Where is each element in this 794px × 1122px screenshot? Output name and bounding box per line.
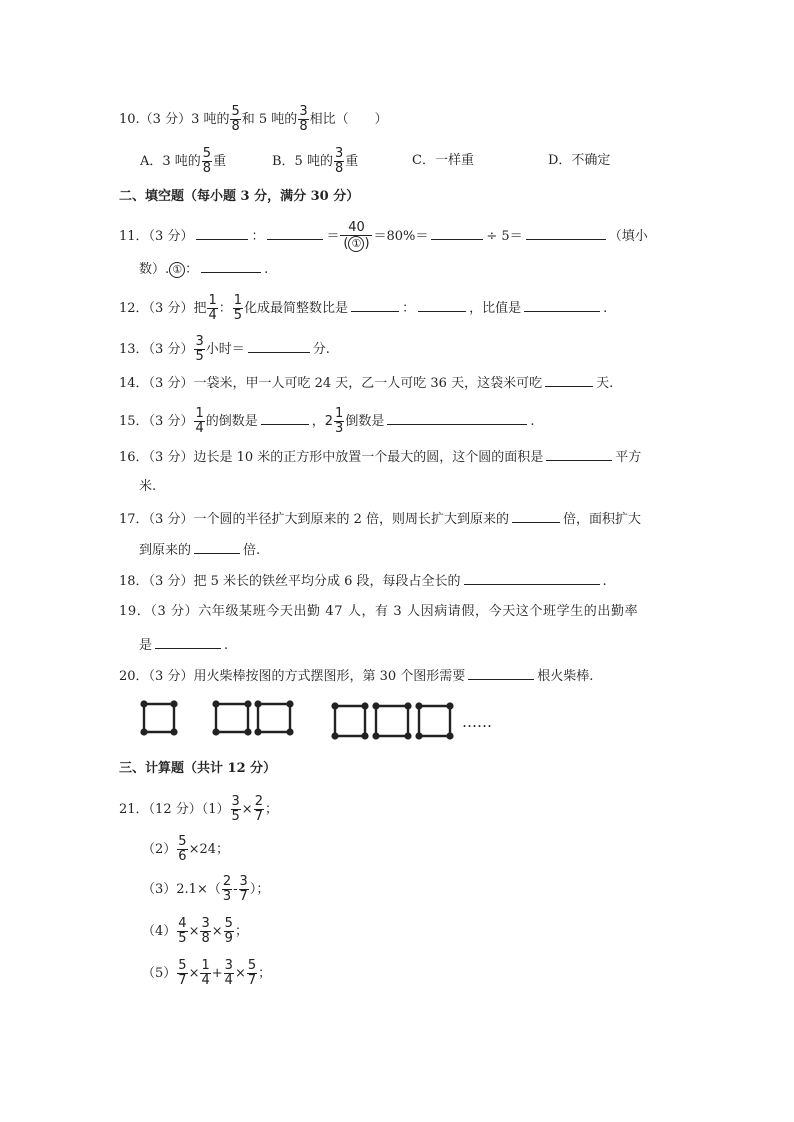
q21-part3: （3）2.1×（ $\frac{2}{3}$ - $\frac{3}{7}$ ）；	[142, 874, 270, 904]
answer-blank[interactable]	[418, 299, 466, 312]
fraction: $\frac{5}{8}$	[231, 104, 240, 134]
answer-blank[interactable]	[201, 260, 261, 273]
q13: 13．（3 分） $\frac{3}{5}$ 小时＝ 分.	[119, 334, 330, 364]
q19-line2: 是 .	[139, 638, 229, 653]
q11-line2: 数）. ① ： .	[139, 262, 269, 277]
q17-line1: 17．（3 分）一个圆的半径扩大到原来的 2 倍，则周长扩大到原来的 倍，面积扩大	[119, 512, 642, 527]
q14: 14．（3 分）一袋米，甲一人可吃 24 天，乙一人可吃 36 天，这袋米可吃 天.	[119, 376, 614, 391]
q10-option-c[interactable]: C．一样重	[412, 153, 474, 168]
q16-line2: 米.	[139, 479, 157, 494]
q15: 15．（3 分） $\frac{1}{4}$ 的倒数是 ， 2 $\frac{1}{3}$ 倒数是 .	[119, 406, 535, 436]
q21-part1: 21．（12 分）（1） $\frac{3}{5}$ × $\frac{2}{7}$ ；	[119, 794, 278, 824]
matchstick-figure-3	[333, 704, 453, 739]
q16-line1: 16．（3 分）边长是 10 米的正方形中放置一个最大的圆，这个圆的面积是 平方	[119, 450, 642, 465]
q10-option-b[interactable]: B．5 吨的 $\frac{3}{8}$ 重	[272, 146, 359, 176]
answer-blank[interactable]	[468, 667, 534, 680]
section-heading: 二、填空题（每小题 3 分，满分 30 分）	[119, 189, 360, 204]
answer-blank[interactable]	[524, 299, 600, 312]
answer-blank[interactable]	[196, 227, 248, 240]
q12: 12．（3 分）把 $\frac{1}{4}$ ： $\frac{1}{5}$ 化成最简整数比是 ： ，比值是 .	[119, 293, 608, 323]
answer-blank[interactable]	[546, 448, 612, 461]
answer-blank[interactable]	[267, 227, 323, 240]
q17-line2: 到原来的 倍.	[139, 543, 261, 558]
q11-line1: 11．（3 分） ： ＝ $\frac{40}{\text{( ① )}}$ ＝80%＝ ÷ 5＝ （填小	[119, 220, 648, 251]
answer-blank[interactable]	[526, 227, 606, 240]
matchstick-ellipsis: ……	[462, 713, 492, 731]
answer-blank[interactable]	[512, 510, 560, 523]
answer-blank[interactable]	[261, 412, 309, 425]
answer-blank[interactable]	[194, 541, 240, 554]
q21-part4: （4） $\frac{4}{5}$ × $\frac{3}{8}$ × $\frac{5}{9}$ ；	[142, 916, 248, 946]
matchstick-figure-1	[142, 702, 177, 735]
answer-blank[interactable]	[464, 572, 600, 585]
answer-blank[interactable]	[351, 299, 399, 312]
q10-stem: 10.（3 分）3 吨的 $\frac{5}{8}$ 和 5 吨的 $\frac{3}{8}$ 相比（ ）	[119, 104, 388, 134]
q18: 18．（3 分）把 5 米长的铁丝平均分成 6 段，每段占全长的 .	[119, 574, 607, 589]
matchstick-figure	[130, 696, 510, 742]
q21-part5: （5） $\frac{5}{7}$ × $\frac{1}{4}$ + $\frac{3}{4}$ × $\frac{5}{7}$ ；	[142, 958, 272, 988]
fraction: $\frac{3}{8}$	[299, 104, 308, 134]
q19-line1: 19．（3 分）六年级某班今天出勤 47 人，有 3 人因病请假，今天这个班学生的出勤率	[119, 604, 639, 619]
q10-option-d[interactable]: D．不确定	[548, 153, 611, 168]
answer-blank[interactable]	[387, 412, 527, 425]
answer-blank[interactable]	[155, 636, 221, 649]
matchstick-figure-2	[214, 702, 293, 735]
section-heading: 三、计算题（共计 12 分）	[119, 761, 277, 776]
answer-blank[interactable]	[431, 227, 483, 240]
q21-part2: （2） $\frac{5}{6}$ ×24；	[142, 834, 229, 864]
answer-blank[interactable]	[248, 340, 310, 353]
q20: 20．（3 分）用火柴棒按图的方式摆图形，第 30 个图形需要 根火柴棒.	[119, 669, 594, 684]
answer-blank[interactable]	[545, 374, 593, 387]
q10-option-a[interactable]: A．3 吨的 $\frac{5}{8}$ 重	[140, 146, 227, 176]
